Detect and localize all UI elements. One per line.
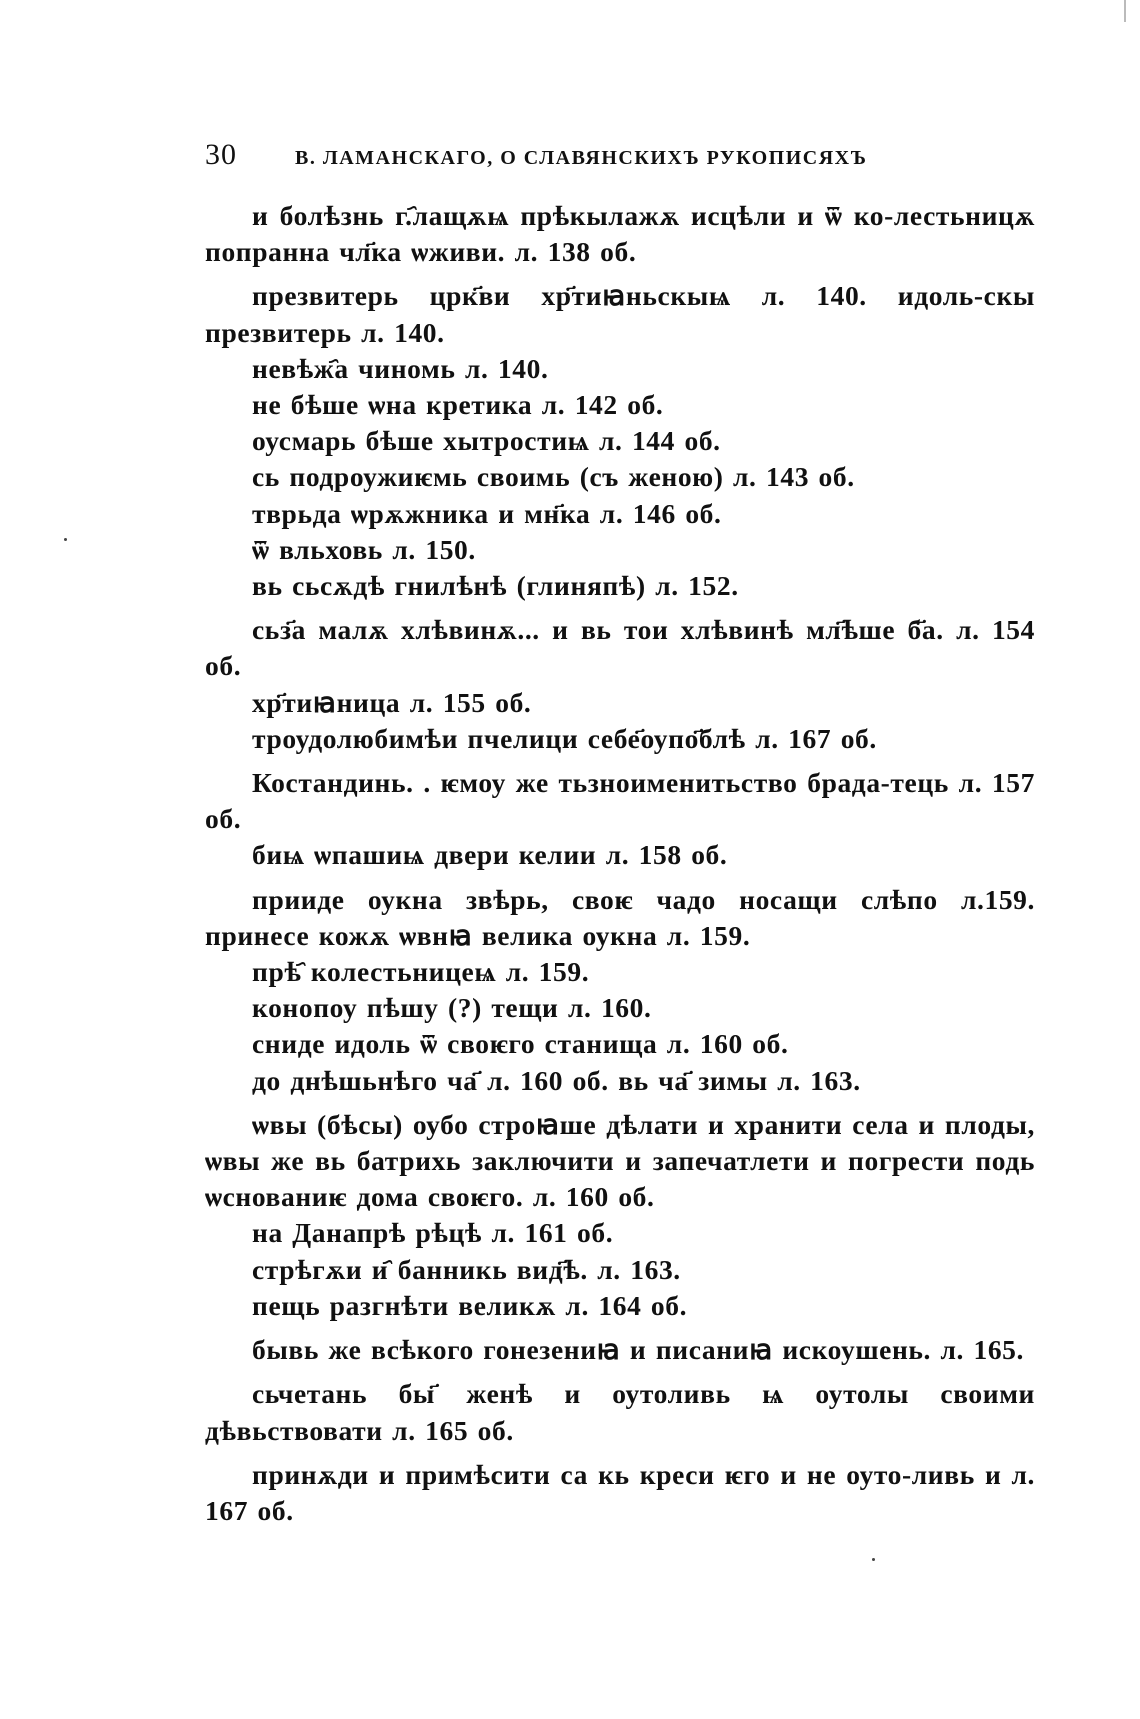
page-header — [205, 138, 1005, 178]
text-entry: на Данапрѣ рѣцѣ л. 161 об. — [252, 1217, 614, 1249]
text-entry: стрѣгѫи и҄ банникь вид҃ѣ. л. 163. — [252, 1253, 681, 1285]
text-entry: Костандинь. . ѥмоу же тьзноименитьство брада-тець л. 157 об. — [205, 767, 1035, 835]
text-entry: бывь же всѣкого гонезениꙗ и писаниꙗ искоушень. л. 165. — [252, 1334, 1024, 1366]
text-entry: не бѣше ѡна кретика л. 142 об. — [252, 389, 664, 421]
text-entry: невѣж҄а чиномь л. 140. — [252, 352, 549, 384]
print-speck — [872, 1558, 875, 1561]
text-entry: ѿ вльховь л. 150. — [252, 533, 476, 565]
text-entry: прииде оукна звѣрь, своѥ чадо носащи слѣпо л.159. принесе кожѫ ѡвнꙗ велика оукна л. 159. — [205, 883, 1035, 951]
text-entry: сниде идоль ѿ своѥго станища л. 160 об. — [252, 1028, 789, 1060]
text-entry: сьз҃а малѫ хлѣвинѫ... и вь тои хлѣвинѣ мл҃ѣше б҃а. л. 154 об. — [205, 614, 1035, 682]
page-number: 30 — [205, 138, 237, 171]
text-entry: сь подроужиѥмь своимь (съ женою) л. 143 об. — [252, 461, 855, 493]
page-body — [205, 198, 1035, 1529]
text-entry: хр҃тиꙗница л. 155 об. — [252, 686, 532, 718]
text-entry: вь сьсѫдѣ гнилѣнѣ (глиняпѣ) л. 152. — [252, 570, 739, 602]
text-entry: принѫди и примѣсити са кь креси ѥго и не оуто-ливь и л. 167 об. — [205, 1458, 1035, 1526]
text-entry: конопоу пѣшу (?) тещи л. 160. — [252, 992, 652, 1024]
print-speck — [64, 538, 67, 541]
text-entry: презвитерь црк҃ви хр҃тиꙗньскыѩ л. 140. идоль-скы презвитерь л. 140. — [205, 280, 1035, 348]
running-title: В. ЛАМАНСКАГО, О СЛАВЯНСКИХЪ РУКОПИСЯХЪ — [295, 147, 868, 169]
text-entry: ѡвы (бѣсы) оубо строꙗше дѣлати и хранити села и плоды, ѡвы же вь батрихь заключити и запечатлети и погрести подь ѡснованиѥ дома своѥго. л. 160 об. — [205, 1108, 1035, 1213]
text-entry: биѩ ѡпашиѩ двери келии л. 158 об. — [252, 839, 728, 871]
page-edge-mark — [1124, 0, 1126, 22]
text-entry: троудолюбимѣи пчелици себе҃оупо҃блѣ л. 167 об. — [252, 722, 877, 754]
text-entry: пещь разгнѣти великѫ л. 164 об. — [252, 1289, 688, 1321]
text-entry: прѣ҄ колестьницеѩ л. 159. — [252, 956, 590, 988]
text-entry: до днѣшьнѣго ча҃ л. 160 об. вь ча҃ зимы л. 163. — [252, 1064, 861, 1096]
text-entry: оусмарь бѣше хытростиѩ л. 144 об. — [252, 425, 721, 457]
text-entry: и болѣзнь г.҄лащѫѩ прѣкылажѫ исцѣли и ѿ ко-лестьницѫ попранна чл҃ка ѡживи. л. 138 об. — [205, 200, 1035, 268]
text-entry: сьчетань бы҃ женѣ и оутоливь ѩ оутолы своими дѣвьствовати л. 165 об. — [205, 1378, 1035, 1446]
text-entry: тврьда ѡрѫжника и мн҃ка л. 146 об. — [252, 497, 722, 529]
